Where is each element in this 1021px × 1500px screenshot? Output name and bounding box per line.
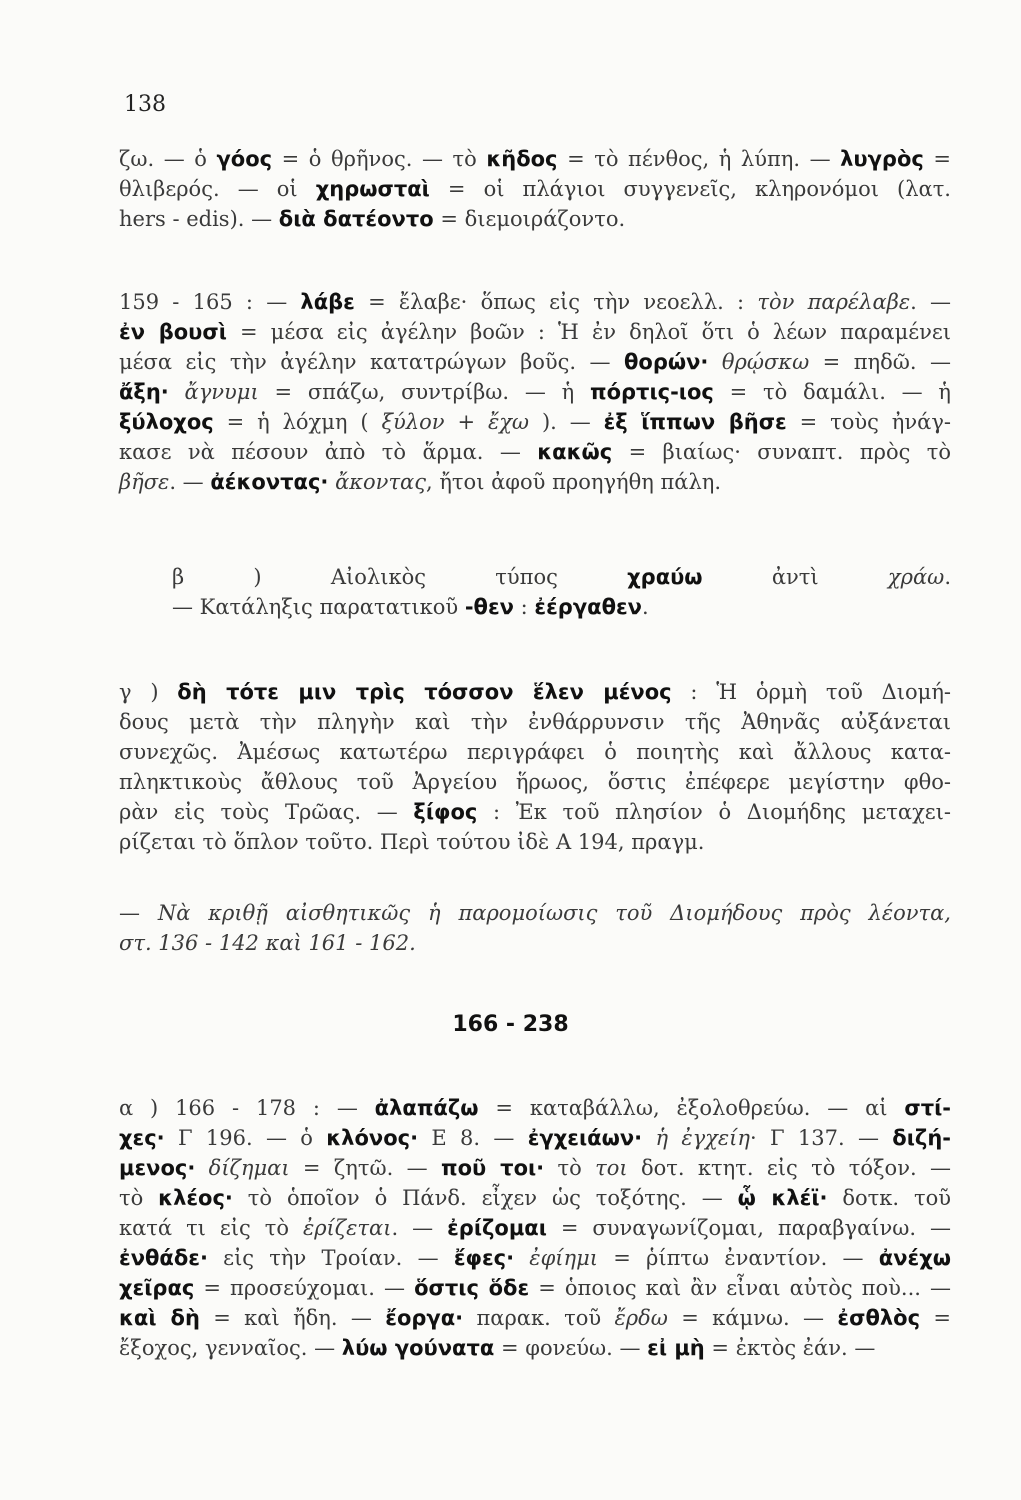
text-line: β ) Αἰολικὸς τύπος χραύω ἀντὶ χράω.: [172, 565, 951, 589]
text-line: μέσα εἰς τὴν ἀγέλην κατατρώγων βοῦς. — θορών· θρῴσκω = πηδῶ. —: [119, 350, 951, 374]
text-line: ἐνθάδε· εἰς τὴν Τροίαν. — ἔφες· ἐφίημι = ῥίπτω ἐναντίον. — ἀνέχω: [119, 1246, 951, 1270]
text-line: χεῖρας = προσεύχομαι. — ὅστις ὅδε = ὁποιος καὶ ἂν εἶναι αὐτὸς ποὺ... —: [119, 1276, 951, 1300]
text-line: θλιβερός. — οἱ χηρωσταὶ = οἱ πλάγιοι συγγενεῖς, κληρονόμοι (λατ.: [119, 177, 951, 201]
text-line: ἄξη· ἄγνυμι = σπάζω, συντρίβω. — ἡ πόρτις-ιος = τὸ δαμάλι. — ἡ: [119, 380, 951, 404]
text-line: hers - edis). — διὰ δατέοντο = διεμοιράζοντο.: [119, 207, 626, 231]
text-line: 159 - 165 : — λάβε = ἔλαβε· ὅπως εἰς τὴν νεοελλ. : τὸν παρέλαβε. —: [119, 290, 951, 314]
paragraph-3: [172, 562, 951, 622]
text-line: συνεχῶς. Ἀμέσως κατωτέρω περιγράφει ὁ ποιητὴς καὶ ἄλλους κατα-: [119, 740, 951, 764]
text-line: α ) 166 - 178 : — ἀλαπάζω = καταβάλλω, ἐξολοθρεύω. — αἱ στί-: [119, 1096, 951, 1120]
paragraph-5: [119, 898, 951, 958]
text-line: ἐν βουσὶ = μέσα εἰς ἀγέλην βοῶν : Ἡ ἐν δηλοῖ ὅτι ὁ λέων παραμένει: [119, 320, 952, 344]
text-line: πληκτικοὺς ἄθλους τοῦ Ἀργείου ἥρωος, ὅστις ἐπέφερε μεγίστην φθο-: [119, 770, 951, 794]
paragraph-1: [119, 144, 951, 234]
paragraph-6: [119, 1093, 951, 1363]
page-number: 138: [124, 92, 166, 117]
text-line: κατά τι εἰς τὸ ἐρίζεται. — ἐρίζομαι = συναγωνίζομαι, παραβγαίνω. —: [119, 1216, 952, 1240]
text-line: ξύλοχος = ἡ λόχμη ( ξύλον + ἔχω ). — ἐξ ἵππων βῆσε = τοὺς ἠνάγ-: [119, 410, 951, 434]
text-line: χες· Γ 196. — ὁ κλόνος· Ε 8. — ἐγχειάων· ἡ ἐγχείη· Γ 137. — διζή-: [119, 1126, 951, 1150]
text-line: τὸ κλέος· τὸ ὁποῖον ὁ Πάνδ. εἶχεν ὡς τοξότης. — ᾧ κλέϊ· δοτκ. τοῦ: [119, 1186, 951, 1210]
text-line: — Κατάληξις παρατατικοῦ -θεν : ἐέργαθεν.: [172, 595, 649, 619]
text-line: δους μετὰ τὴν πληγὴν καὶ τὴν ἐνθάρρυνσιν τῆς Ἀθηνᾶς αὐξάνεται: [119, 710, 951, 734]
text-line: ρὰν εἰς τοὺς Τρῶας. — ξίφος : Ἐκ τοῦ πλησίον ὁ Διομήδης μεταχει-: [119, 800, 952, 824]
paragraph-4: [119, 677, 951, 857]
text-line: ἔξοχος, γενναῖος. — λύω γούνατα = φονεύω. — εἰ μὴ = ἐκτὸς ἐάν. —: [119, 1336, 876, 1360]
text-line: στ. 136 - 142 καὶ 161 - 162.: [119, 931, 416, 955]
text-line: κασε νὰ πέσουν ἀπὸ τὸ ἅρμα. — κακῶς = βιαίως· συναπτ. πρὸς τὸ: [119, 440, 951, 464]
text-line: γ ) δὴ τότε μιν τρὶς τόσσον ἕλεν μένος : Ἡ ὁρμὴ τοῦ Διομή-: [119, 680, 951, 704]
text-line: μενος· δίζημαι = ζητῶ. — ποῦ τοι· τὸ τοι δοτ. κτητ. εἰς τὸ τόξον. —: [119, 1156, 951, 1180]
paragraph-2: [119, 287, 951, 497]
section-heading: 166 - 238: [452, 1012, 569, 1037]
text-line: ζω. — ὁ γόος = ὁ θρῆνος. — τὸ κῆδος = τὸ πένθος, ἡ λύπη. — λυγρὸς =: [119, 147, 951, 171]
text-line: καὶ δὴ = καὶ ἤδη. — ἔοργα· παρακ. τοῦ ἔρδω = κάμνω. — ἐσθλὸς =: [119, 1306, 951, 1330]
text-line: βῆσε. — ἀέκοντας· ἄκοντας, ἤτοι ἀφοῦ προηγήθη πάλη.: [119, 470, 722, 494]
text-line: ρίζεται τὸ ὅπλον τοῦτο. Περὶ τούτου ἰδὲ Α 194, πραγμ.: [119, 830, 705, 854]
text-line: — Νὰ κριθῇ αἰσθητικῶς ἡ παρομοίωσις τοῦ Διομήδους πρὸς λέοντα,: [119, 901, 951, 925]
